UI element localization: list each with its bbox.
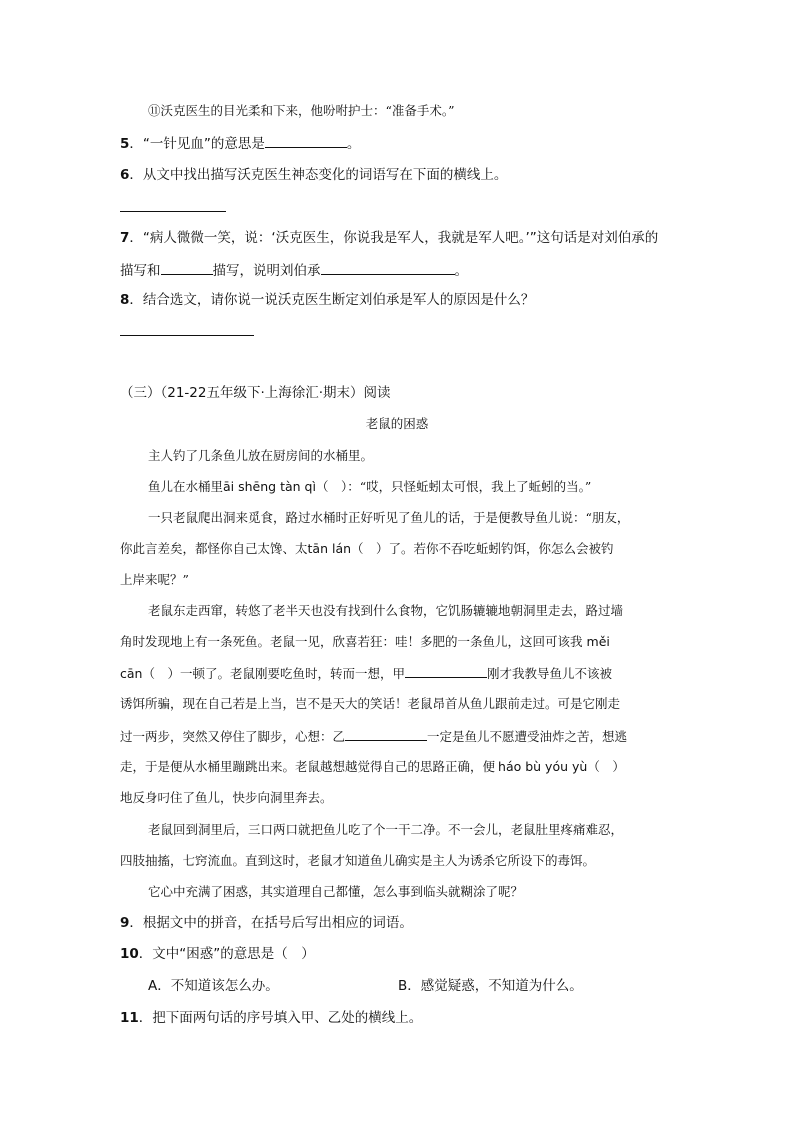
answer-blank[interactable] xyxy=(161,260,213,275)
question-5 xyxy=(120,133,360,154)
passage-paragraph-4-line4: 诱饵所骗，现在自己若是上当，岂不是天大的笑话！老鼠昂首从鱼儿跟前走过。可是它刚走 xyxy=(120,696,621,711)
question-text: ．把下面两句话的序号填入甲、乙处的横线上。 xyxy=(138,1010,423,1026)
question-number: 5 xyxy=(120,136,130,152)
passage-text: 刚才我教导鱼儿不该被 xyxy=(486,666,612,681)
passage-paragraph-3-line2 xyxy=(120,539,614,559)
pinyin: měi xyxy=(586,634,610,649)
question-7-line2 xyxy=(120,260,468,281)
question-text-end: 。 xyxy=(346,136,361,152)
passage-paragraph-3-line3: 上岸来呢？” xyxy=(120,572,189,587)
passage-paragraph-1: 主人钓了几条鱼儿放在厨房间的水桶里。 xyxy=(148,448,374,463)
answer-blank[interactable] xyxy=(265,133,347,148)
answer-line[interactable] xyxy=(120,211,226,212)
pinyin: tān lán xyxy=(307,541,352,556)
option-a[interactable]: A．不知道该怎么办。 xyxy=(148,978,279,994)
question-number: 8 xyxy=(120,292,130,308)
pinyin: āi shēng tàn qì xyxy=(223,479,316,494)
passage-text: 你此言差矣，都怪你自己太馋、太 xyxy=(120,541,308,556)
passage-line-11: ⑪沃克医生的目光柔和下来，他吩咐护士：“准备手术。” xyxy=(148,103,455,118)
passage-text: 过一两步，突然又停住了脚步，心想：乙 xyxy=(120,729,346,744)
question-text: ．“一针见血”的意思是 xyxy=(129,136,265,152)
passage-paragraph-6: 它心中充满了困惑，其实道理自己都懂，怎么事到临头就糊涂了呢？ xyxy=(148,884,524,899)
answer-blank[interactable] xyxy=(321,260,455,275)
question-text: ．结合选文，请你说一说沃克医生断定刘伯承是军人的原因是什么？ xyxy=(129,292,535,308)
passage-title: 老鼠的困惑 xyxy=(365,416,429,431)
pinyin: háo bù yóu yù xyxy=(498,759,588,774)
passage-paragraph-4-line2 xyxy=(120,632,610,652)
question-9 xyxy=(120,913,413,933)
question-number: 11 xyxy=(120,1010,139,1026)
passage-text: 角时发现地上有一条死鱼。老鼠一见，欣喜若狂：哇！多肥的一条鱼儿，这回可该我 xyxy=(120,634,583,649)
passage-text: （ ）：“哎，只怪蚯蚓太可恨，我上了蚯蚓的当。” xyxy=(315,479,592,494)
question-text: ．根据文中的拼音，在括号后写出相应的词语。 xyxy=(129,915,413,931)
passage-paragraph-4-line5 xyxy=(120,726,627,747)
question-6 xyxy=(120,165,507,185)
question-8 xyxy=(120,290,534,310)
passage-paragraph-4-line3 xyxy=(120,663,612,684)
question-number: 9 xyxy=(120,915,130,931)
passage-paragraph-4-line1: 老鼠东走西窜，转悠了老半天也没有找到什么食物，它饥肠辘辘地朝洞里走去，路过墙 xyxy=(148,603,624,618)
passage-text: （ ） xyxy=(587,759,625,774)
question-number: 10 xyxy=(120,946,139,962)
question-number: 6 xyxy=(120,167,130,183)
question-text-end: 。 xyxy=(454,263,468,279)
question-7 xyxy=(120,228,658,248)
passage-text: 鱼儿在水桶里 xyxy=(148,479,224,494)
passage-text: （ ）一顿了。老鼠刚要吃鱼时，转而一想，甲 xyxy=(142,666,405,681)
passage-paragraph-3-line1: 一只老鼠爬出洞来觅食，路过水桶时正好听见了鱼儿的话，于是便教导鱼儿说：“朋友， xyxy=(148,510,630,525)
passage-text: 走，于是便从水桶里蹦跳出来。老鼠越想越觉得自己的思路正确，便 xyxy=(120,759,496,774)
answer-blank-yi[interactable] xyxy=(345,726,427,741)
question-text: 描写，说明刘伯承 xyxy=(212,263,321,279)
passage-text: （ ）了。若你不吞吃蚯蚓钓饵，你怎么会被钓 xyxy=(351,541,614,556)
answer-line[interactable] xyxy=(120,335,254,336)
passage-paragraph-4-line7: 地反身叼住了鱼儿，快步向洞里奔去。 xyxy=(120,790,333,805)
passage-text: 一定是鱼儿不愿遭受油炸之苦，想逃 xyxy=(427,729,628,744)
passage-paragraph-5-line2: 四肢抽搐，七窍流血。直到这时，老鼠才知道鱼儿确实是主人为诱杀它所设下的毒饵。 xyxy=(120,853,596,868)
question-text: ．从文中找出描写沃克医生神态变化的词语写在下面的横线上。 xyxy=(129,167,508,183)
question-number: 7 xyxy=(120,230,130,246)
question-text: ．“病人微微一笑，说：‘沃克医生，你说我是军人，我就是军人吧。’”这句话是对刘伯承的 xyxy=(129,230,659,246)
passage-paragraph-4-line6 xyxy=(120,757,625,777)
question-11 xyxy=(120,1008,422,1028)
answer-blank-jia[interactable] xyxy=(405,663,487,678)
question-10 xyxy=(120,944,315,964)
question-text: ．文中“困惑”的意思是（ ） xyxy=(138,946,315,962)
option-b[interactable]: B．感觉疑惑，不知道为什么。 xyxy=(398,978,583,994)
passage-paragraph-2 xyxy=(148,477,591,497)
passage-paragraph-5-line1: 老鼠回到洞里后，三口两口就把鱼儿吃了个一干二净。不一会儿，老鼠肚里疼痛难忍， xyxy=(148,822,624,837)
question-text: 描写和 xyxy=(120,263,161,279)
pinyin: cān xyxy=(120,666,143,681)
section-heading: （三）（21-22五年级下·上海徐汇·期末）阅读 xyxy=(120,385,391,401)
